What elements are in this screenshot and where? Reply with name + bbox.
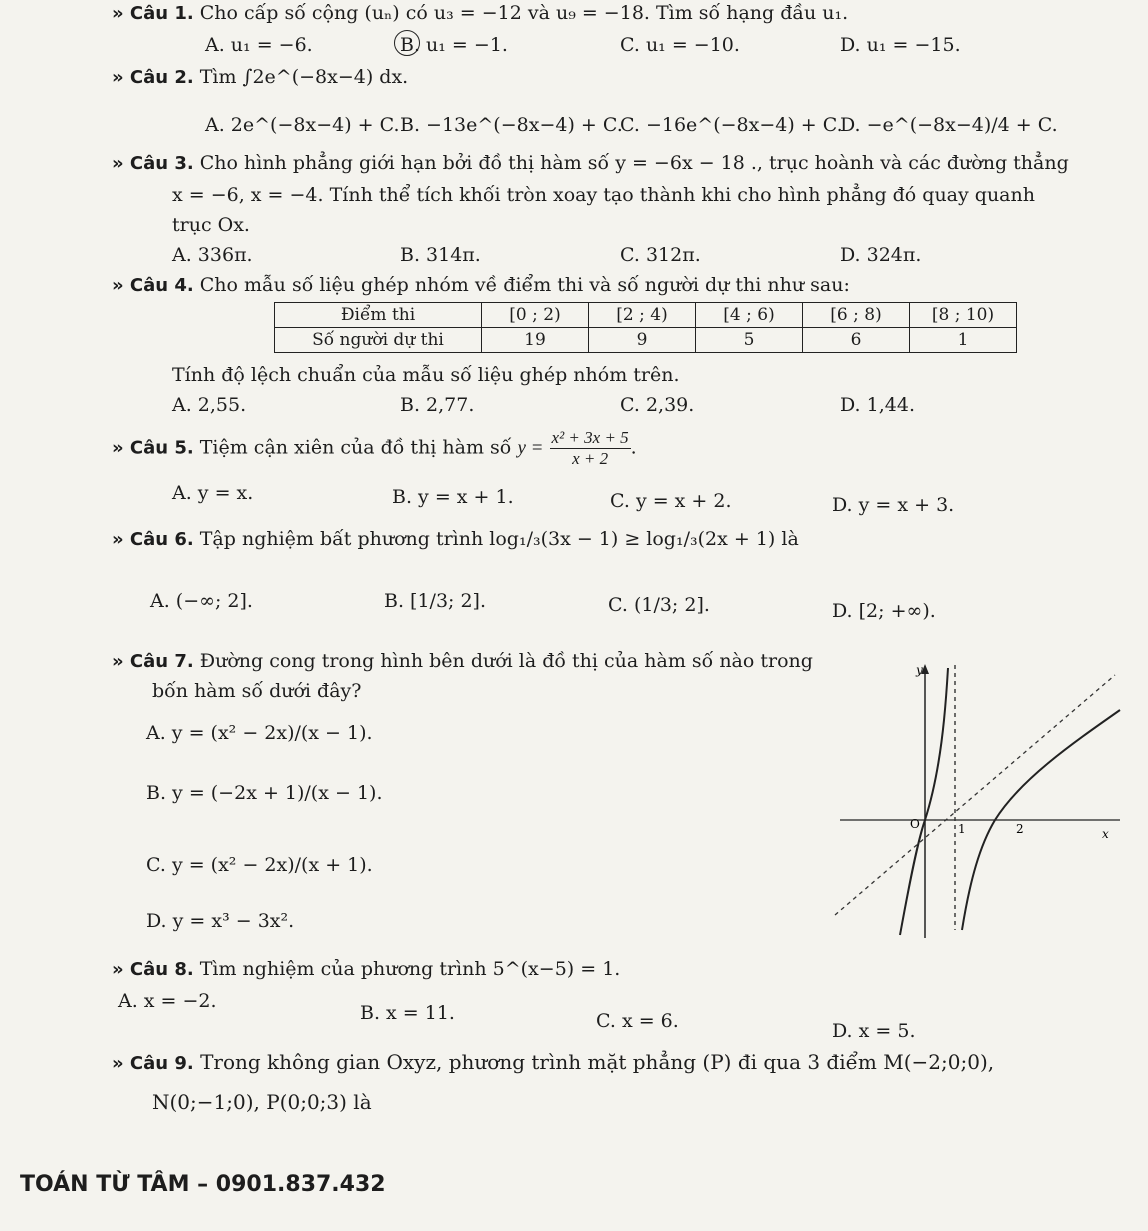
option-d: D. 1,44. [840,394,915,416]
graph-label-1: 1 [958,822,966,836]
option-b: B. 2,77. [400,394,475,416]
answer-circle-mark [394,30,420,56]
question-text-line2: x = −6, x = −4. Tính thể tích khối tròn xoay tạo thành khi cho hình phẳng đó quay quanh [172,184,1035,206]
question-label: » Câu 6. [112,529,194,550]
graph-label-2: 2 [1016,822,1024,836]
option-c: C. 312π. [620,244,701,266]
option-c: C. (1/3; 2]. [608,594,710,616]
function-graph [830,660,1130,940]
option-a: A. (−∞; 2]. [150,590,253,612]
question-label: » Câu 2. [112,67,194,88]
table-cell: 9 [589,328,696,353]
question-text-2: Tính độ lệch chuẩn của mẫu số liệu ghép nhóm trên. [172,364,680,386]
data-table [274,302,1017,353]
question-5: » Câu 5. Tiệm cận xiên của đồ thị hàm số y = $\frac{\text{x² + 3x + 5}}{x + 2}$ . [112,428,637,468]
question-label: » Câu 3. [112,153,194,174]
question-text: Cho cấp số cộng (uₙ) có u₃ = −12 và u₉ = −18. Tìm số hạng đầu u₁. [199,2,849,24]
question-text-line3: trục Ox. [172,214,250,236]
option-b: B. x = 11. [360,1002,455,1024]
option-c: C. x = 6. [596,1010,679,1032]
option-d: D. −e^(−8x−4)/4 + C. [840,114,1058,136]
question-text: Cho hình phẳng giới hạn bởi đồ thị hàm số y = −6x − 18 ., trục hoành và các đường thẳng [199,152,1069,174]
table-cell: [6 ; 8) [803,303,910,328]
table-cell: 6 [803,328,910,353]
graph-label-y: y [916,663,923,677]
table-cell: [8 ; 10) [910,303,1017,328]
option-d: D. y = x³ − 3x². [146,910,295,932]
question-4 [112,274,850,296]
footer-brand: TOÁN TỪ TÂM – 0901.837.432 [20,1172,386,1197]
table-cell: [4 ; 6) [696,303,803,328]
option-c: C. y = x + 2. [610,490,732,512]
option-b: B. y = (−2x + 1)/(x − 1). [146,782,383,804]
table-cell: 19 [482,328,589,353]
question-label: » Câu 7. [112,651,194,672]
option-d: D. [2; +∞). [832,600,936,622]
question-3 [112,152,1069,174]
option-c: C. −16e^(−8x−4) + C. [620,114,843,136]
option-a: A. y = x. [172,482,254,504]
question-label: » Câu 9. [112,1053,194,1074]
question-1 [112,2,848,24]
question-8 [112,958,620,980]
question-text: Đường cong trong hình bên dưới là đồ thị của hàm số nào trong [199,650,813,672]
table-cell: 5 [696,328,803,353]
question-9 [112,1050,994,1074]
question-label: » Câu 1. [112,3,194,24]
question-label: » Câu 5. [112,437,194,459]
option-d: D. u₁ = −15. [840,34,961,56]
question-text: Tìm ∫2e^(−8x−4) dx. [199,66,409,88]
table-cell: 1 [910,328,1017,353]
question-label: » Câu 8. [112,959,194,980]
question-text: Trong không gian Oxyz, phương trình mặt phẳng (P) đi qua 3 điểm M(−2;0;0), [200,1050,995,1074]
option-c: C. y = (x² − 2x)/(x + 1). [146,854,373,876]
option-d: D. 324π. [840,244,922,266]
question-text: Tiệm cận xiên của đồ thị hàm số [199,436,512,459]
option-d: D. x = 5. [832,1020,916,1042]
option-a: A. y = (x² − 2x)/(x − 1). [146,722,373,744]
question-text: Tìm nghiệm của phương trình 5^(x−5) = 1. [199,958,621,980]
graph-label-x: x [1102,827,1109,841]
table-cell: [2 ; 4) [589,303,696,328]
option-a: A. 2e^(−8x−4) + C. [205,114,400,136]
table-row-header: Số người dự thi [275,328,482,353]
question-text-line2: N(0;−1;0), P(0;0;3) là [152,1090,372,1114]
fraction-numerator: x² + 3x + 5 [551,428,629,447]
question-7 [112,650,813,672]
graph-label-origin: O [910,817,920,831]
option-a: A. 336π. [172,244,253,266]
question-6 [112,528,799,550]
question-2 [112,66,408,88]
question-text: Cho mẫu số liệu ghép nhóm về điểm thi và số người dự thi như sau: [199,274,850,296]
question-label: » Câu 4. [112,275,194,296]
table-row-header: Điểm thi [275,303,482,328]
question-text-line2: bốn hàm số dưới đây? [152,680,362,702]
option-b: B. −13e^(−8x−4) + C. [400,114,623,136]
question-text: Tập nghiệm bất phương trình log₁/₃(3x − 1) ≥ log₁/₃(2x + 1) là [199,528,799,550]
option-b: B. 314π. [400,244,481,266]
option-b: B. y = x + 1. [392,486,514,508]
option-a: A. 2,55. [172,394,247,416]
option-a: A. x = −2. [118,990,217,1012]
option-d: D. y = x + 3. [832,494,955,516]
option-a: A. u₁ = −6. [205,34,313,56]
option-c: C. 2,39. [620,394,695,416]
table-cell: [0 ; 2) [482,303,589,328]
option-c: C. u₁ = −10. [620,34,740,56]
fraction-denominator: x + 2 [572,449,609,468]
option-b: B. u₁ = −1. [400,34,508,56]
option-b: B. [1/3; 2]. [384,590,487,612]
